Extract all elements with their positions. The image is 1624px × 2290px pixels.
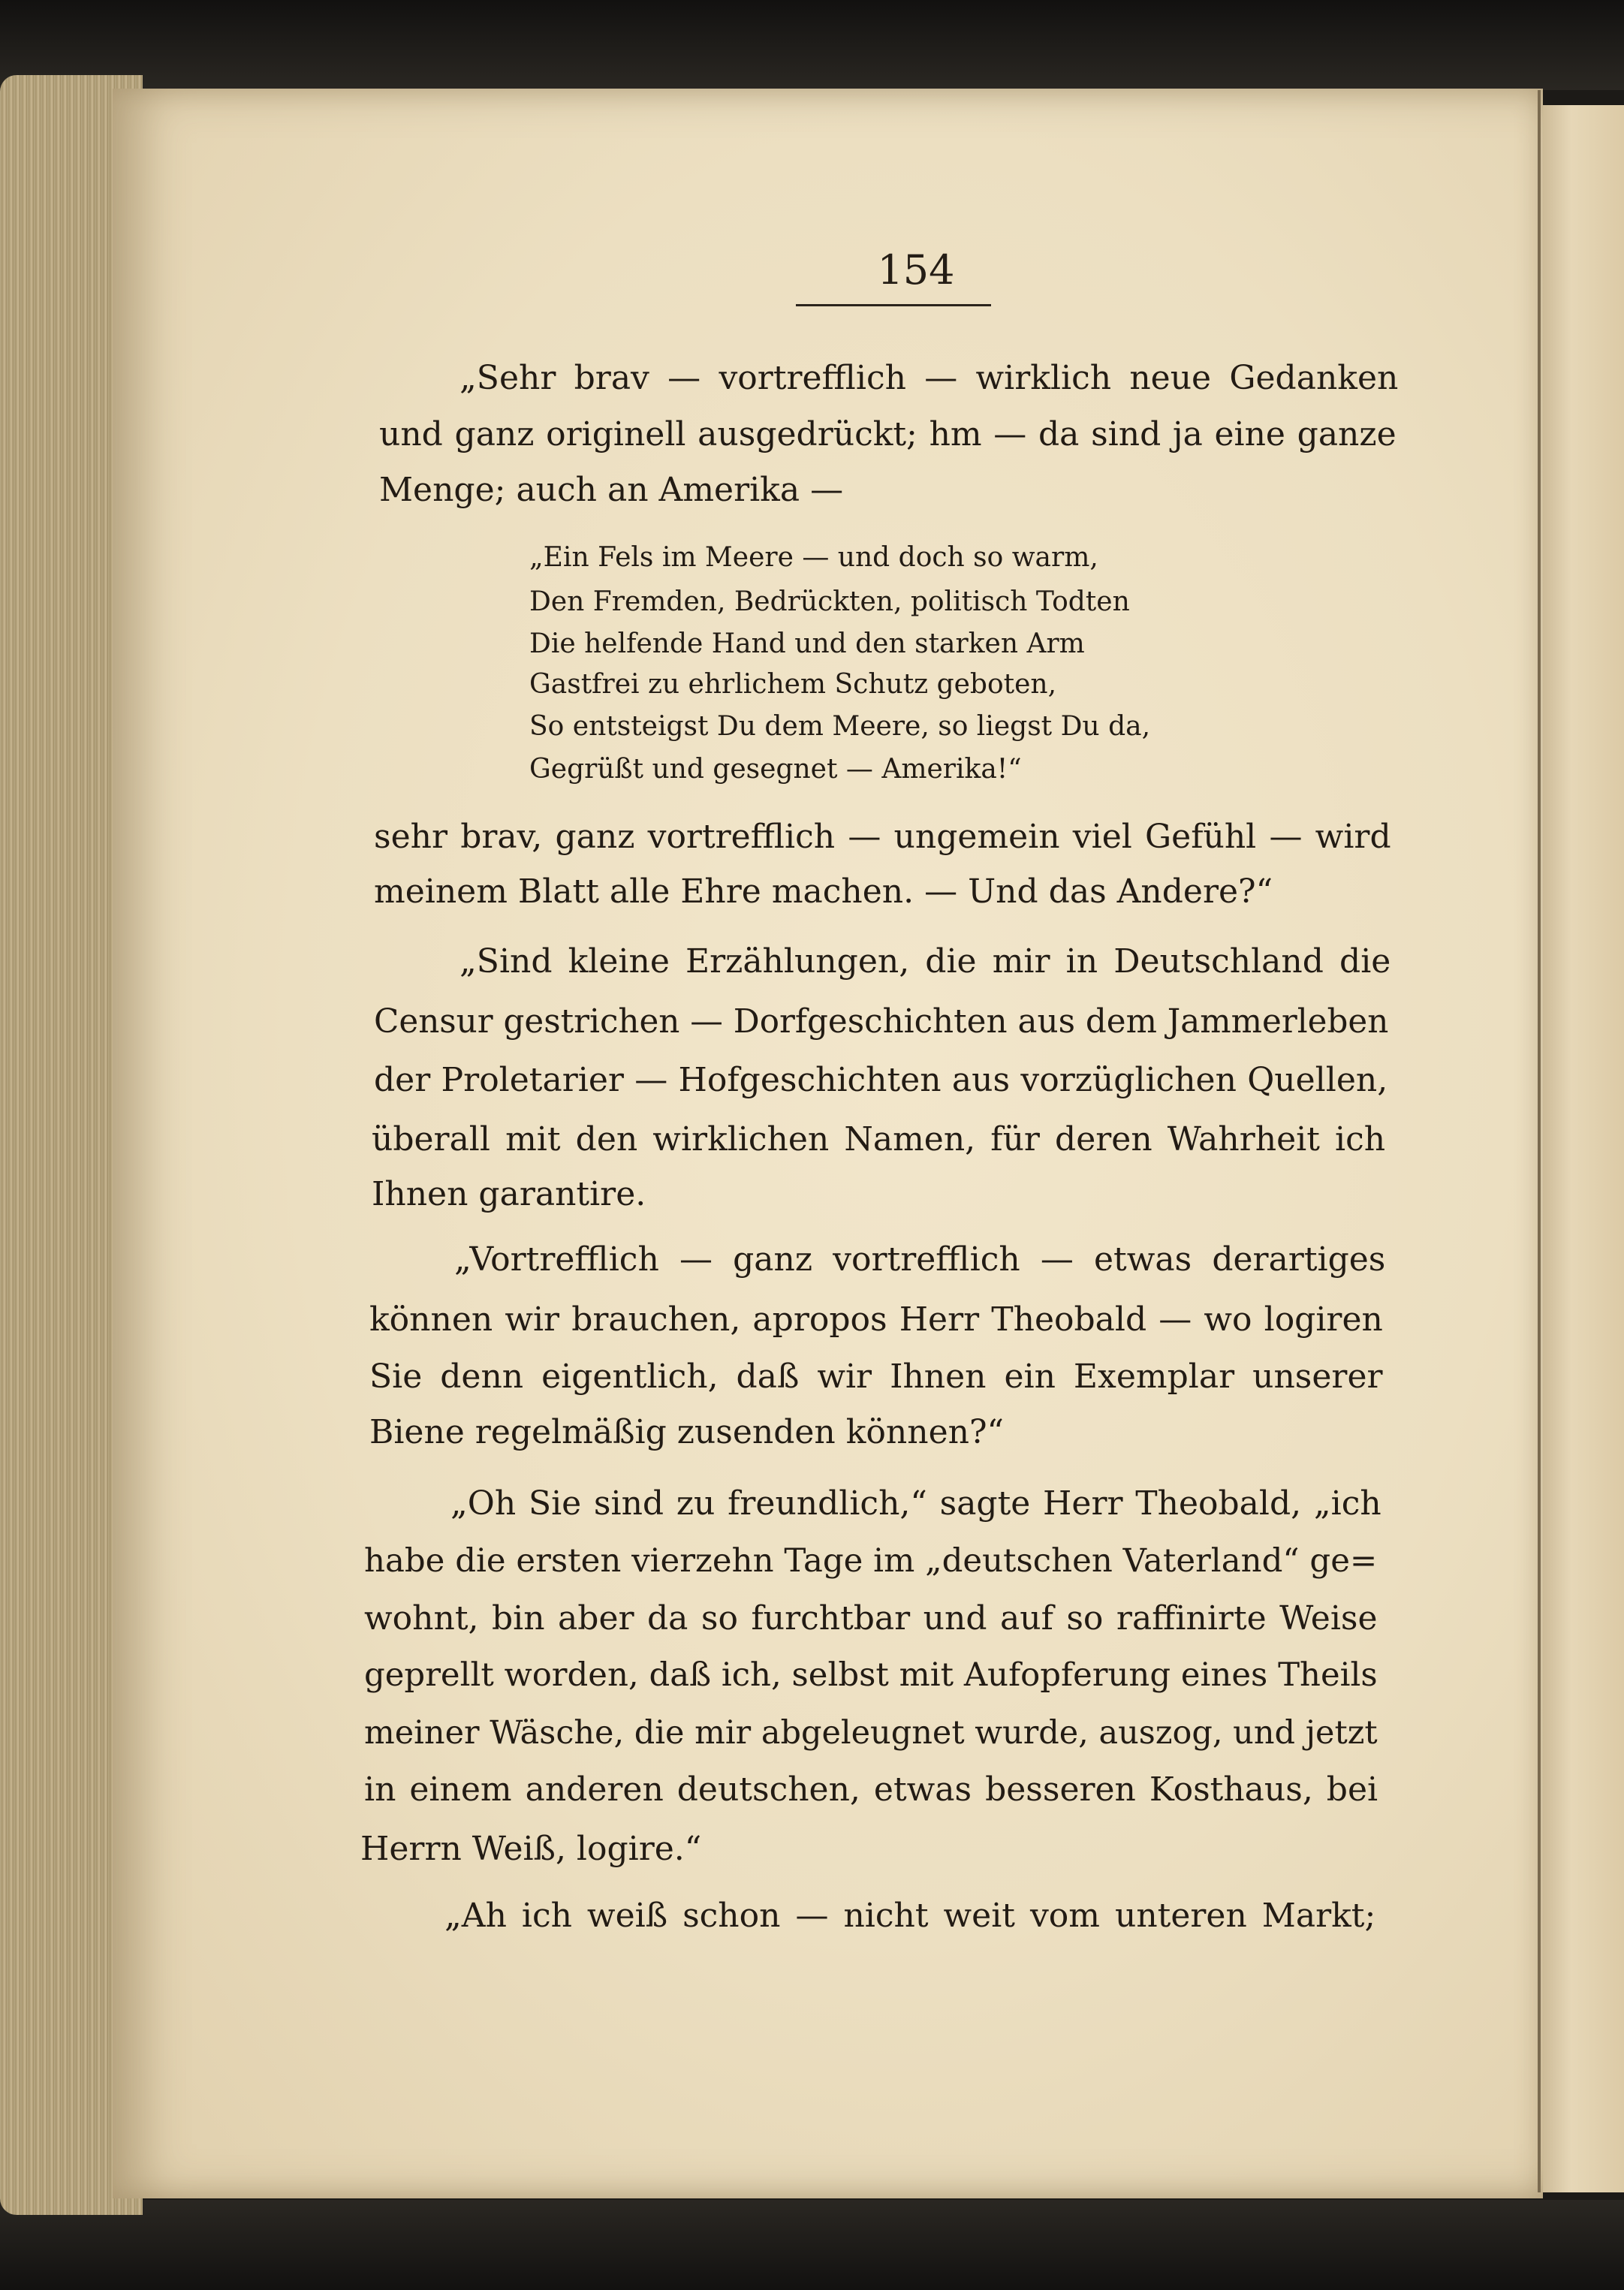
text-line: wohnt, bin aber da so furchtbar und auf so raffinirte Weise xyxy=(364,1599,1378,1638)
page-spine xyxy=(1538,90,1541,2192)
facing-page-edge xyxy=(1543,105,1624,2192)
text-line: meiner Wäsche, die mir abgeleugnet wurde, auszog, und jetzt xyxy=(364,1714,1378,1752)
text-line: Biene regelmäßig zusenden können?“ xyxy=(369,1413,1005,1451)
poem-line: Die helfende Hand und den starken Arm xyxy=(529,628,1085,659)
poem-line: Gegrüßt und gesegnet — Amerika!“ xyxy=(529,754,1022,785)
text-line: meinem Blatt alle Ehre machen. — Und das Andere?“ xyxy=(374,872,1273,911)
text-line: „Vortrefflich — ganz vortrefflich — etwas derartiges xyxy=(454,1240,1386,1279)
poem-line: Den Fremden, Bedrückten, politisch Todten xyxy=(529,586,1130,617)
poem-line: So entsteigst Du dem Meere, so liegst Du da, xyxy=(529,711,1151,742)
text-line: Ihnen garantire. xyxy=(372,1175,646,1213)
page-number: 154 xyxy=(877,246,955,294)
text-line: Sie denn eigentlich, daß wir Ihnen ein Exemplar unserer xyxy=(369,1357,1383,1396)
text-line: Herrn Weiß, logire.“ xyxy=(360,1830,702,1868)
text-line: überall mit den wirklichen Namen, für deren Wahrheit ich xyxy=(372,1120,1386,1159)
text-line: in einem anderen deutschen, etwas besseren Kosthaus, bei xyxy=(364,1770,1378,1809)
text-line: geprellt worden, daß ich, selbst mit Aufopferung eines Theils xyxy=(364,1656,1378,1694)
text-line: „Sehr brav — vortrefflich — wirklich neue Gedanken xyxy=(459,359,1399,397)
text-line: „Oh Sie sind zu freundlich,“ sagte Herr Theobald, „ich xyxy=(450,1484,1381,1523)
page-number-rule xyxy=(796,304,991,306)
text-line: und ganz originell ausgedrückt; hm — da sind ja eine ganze xyxy=(379,415,1397,453)
text-line: Censur gestrichen — Dorfgeschichten aus dem Jammerleben xyxy=(374,1002,1389,1041)
text-line: „Ah ich weiß schon — nicht weit vom unteren Markt; xyxy=(444,1897,1376,1935)
text-line: können wir brauchen, apropos Herr Theobald — wo logiren xyxy=(369,1300,1383,1339)
scanner-background-top xyxy=(0,0,1624,90)
poem-line: Gastfrei zu ehrlichem Schutz geboten, xyxy=(529,669,1057,700)
text-line: Menge; auch an Amerika — xyxy=(379,471,844,509)
text-line: habe die ersten vierzehn Tage im „deutschen Vaterland“ ge= xyxy=(364,1542,1378,1580)
text-line: der Proletarier — Hofgeschichten aus vorzüglichen Quellen, xyxy=(374,1061,1388,1099)
text-line: „Sind kleine Erzählungen, die mir in Deutschland die xyxy=(459,942,1391,981)
text-line: sehr brav, ganz vortrefflich — ungemein viel Gefühl — wird xyxy=(374,818,1391,856)
poem-line: „Ein Fels im Meere — und doch so warm, xyxy=(529,542,1098,573)
scanner-background-bottom xyxy=(0,2200,1624,2290)
